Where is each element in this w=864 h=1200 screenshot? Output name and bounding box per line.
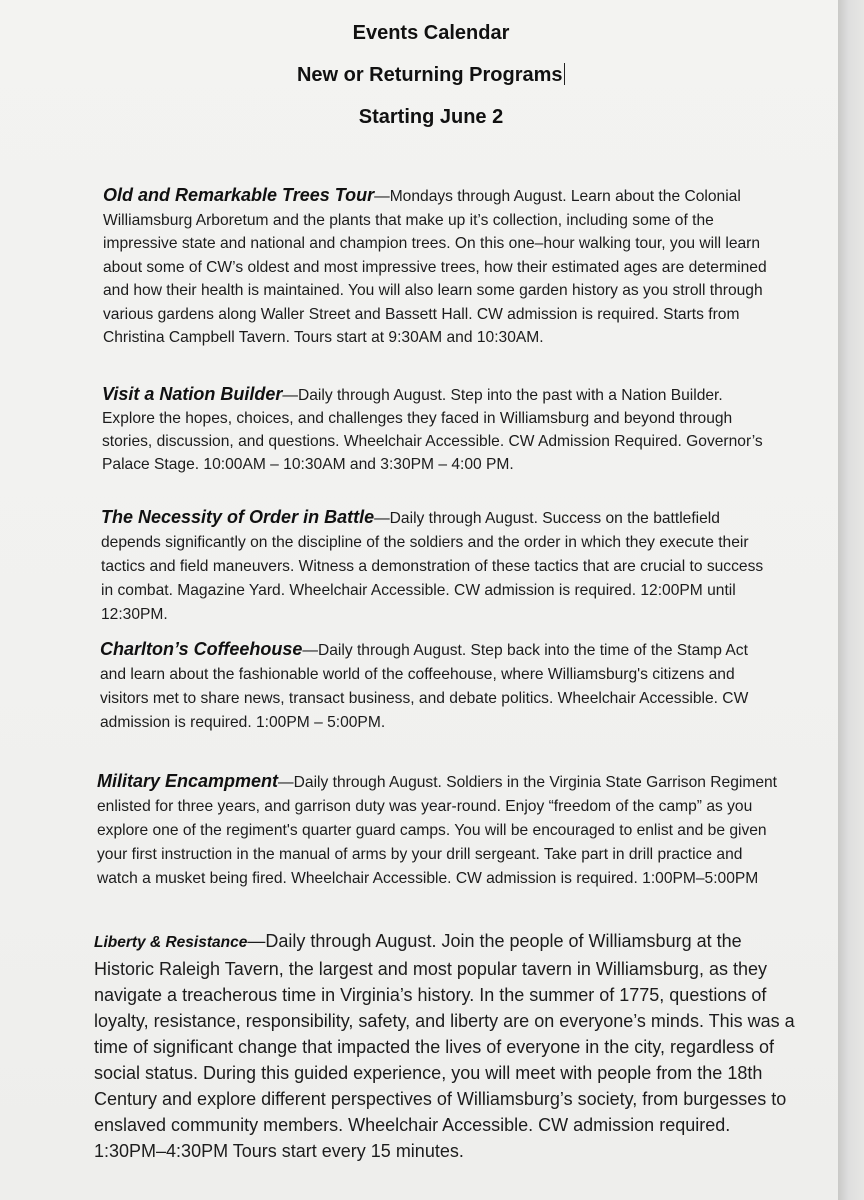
- event-title: The Necessity of Order in Battle: [101, 507, 375, 527]
- event-description: Daily through August. Join the people of Williamsburg at the Historic Raleigh Tavern, the largest and most popular tavern in Williamsburg, as they navigate a treacherous time in Virginia’s history. In the summer of 1775, questions of loyalty, resistance, responsibility, safety, and liberty are on everyone’s minds. This was a time of significant change that impacted the lives of everyone in the city, regardless of social status. During this guided experience, you will meet with people from the 18th Century and explore different perspectives of Williamsburg’s society, from burgesses to enslaved community members. Wheelchair Accessible. CW admission required. 1:30PM–4:30PM Tours start every 15 minutes.: [94, 931, 795, 1161]
- title-separator: —: [282, 387, 298, 404]
- event-description: Mondays through August. Learn about the Colonial Williamsburg Arboretum and the plants that make up it’s collection, including some of the impressive state and national and champion trees. On this one–hour walking tour, you will learn about some of CW’s oldest and most impressive trees, how their estimated ages are determined and how their health is maintained. You will also learn some garden history as you stroll through various gardens along Waller Street and Bassett Hall. CW admission is required. Starts from Christina Campbell Tavern. Tours start at 9:30AM and 10:30AM.: [103, 188, 767, 346]
- title-separator: —: [374, 510, 390, 527]
- page-subtitle: New or Returning Programs: [0, 63, 862, 87]
- event-description: Daily through August. Step back into the time of the Stamp Act and learn about the fashionable world of the coffeehouse, where Williamsburg's citizens and visitors met to share news, transact business, and debate politics. Wheelchair Accessible. CW admission is required. 1:00PM – 5:00PM.: [100, 642, 749, 731]
- event-title: Charlton’s Coffeehouse: [100, 639, 303, 659]
- title-separator: —: [247, 931, 266, 951]
- event-description: Daily through August. Step into the past with a Nation Builder. Explore the hopes, choices, and challenges they faced in Williamsburg and beyond through stories, discussion, and questions. Wheelchair Accessible. CW Admission Required. Governor’s Palace Stage. 10:00AM – 10:30AM and 3:30PM – 4:00 PM.: [102, 387, 763, 473]
- title-separator: —: [374, 188, 390, 205]
- event-description: Daily through August. Soldiers in the Virginia State Garrison Regiment enlisted for three years, and garrison duty was year-round. Enjoy “freedom of the camp” as you explore one of the regiment's quarter guard camps. You will be encouraged to enlist and be given your first instruction in the manual of arms by your drill sergeant. Take part in drill practice and watch a musket being fired. Wheelchair Accessible. CW admission is required. 1:00PM–5:00PM: [97, 774, 778, 887]
- event-title: Military Encampment: [97, 771, 279, 791]
- start-date-heading: Starting June 2: [358, 106, 504, 128]
- event-military-encampment: [97, 769, 779, 891]
- event-charltons-coffeehouse: [100, 637, 772, 735]
- background-edge: [838, 0, 864, 1200]
- event-title: Old and Remarkable Trees Tour: [103, 185, 375, 205]
- event-title: Liberty & Resistance: [94, 934, 248, 951]
- event-necessity-of-order: [101, 505, 769, 627]
- event-description: Daily through August. Success on the battlefield depends significantly on the discipline of the soldiers and the order in which they execute their tactics and field maneuvers. Witness a demonstration of these tactics that are crucial to success in combat. Magazine Yard. Wheelchair Accessible. CW admission is required. 12:00PM until 12:30PM.: [101, 510, 764, 623]
- event-liberty-resistance: [94, 928, 800, 1164]
- event-old-remarkable-trees: [103, 184, 771, 350]
- page-title: Events Calendar: [352, 22, 510, 44]
- title-separator: —: [278, 774, 294, 791]
- event-title: Visit a Nation Builder: [102, 384, 283, 404]
- title-separator: —: [302, 642, 318, 659]
- event-visit-nation-builder: [102, 383, 766, 476]
- text-cursor: [564, 63, 566, 85]
